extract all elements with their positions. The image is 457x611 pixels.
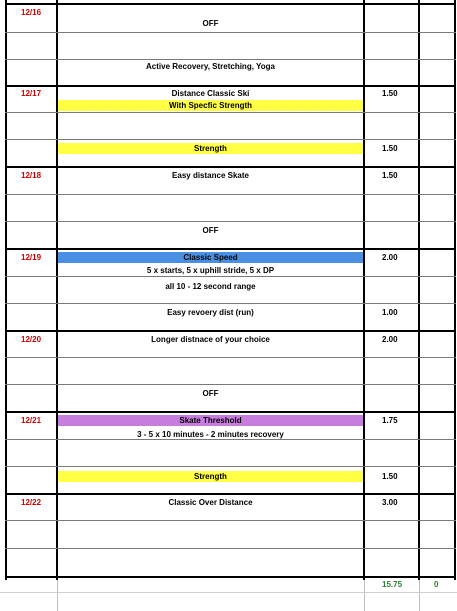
workout-cell: 3 - 5 x 10 minutes - 2 minutes recovery [137,430,284,439]
grid-hline [5,139,456,140]
workout-cell: OFF [202,19,219,28]
grid-hline [5,493,456,495]
grid-hline [5,548,456,549]
hours-cell: 1.50 [382,89,398,98]
grid-hline [5,520,456,521]
hours-cell: 1.50 [382,171,398,180]
grid-hline [5,32,456,33]
hours-total: 15.75 [382,580,403,589]
grid-vline-light [364,580,365,611]
hours-cell: 2.00 [382,335,398,344]
hours-cell: 1.50 [382,144,398,153]
date-cell: 12/17 [21,89,42,98]
workout-cell: Classic Over Distance [168,498,253,507]
workout-cell: With Specfic Strength [168,101,253,110]
date-cell: 12/22 [21,498,42,507]
workout-cell: OFF [202,226,219,235]
hours-cell: 3.00 [382,498,398,507]
grid-hline [5,576,456,578]
workout-cell: Active Recovery, Stretching, Yoga [146,62,275,71]
date-cell: 12/19 [21,253,42,262]
workout-cell: Easy revoery dist (run) [167,308,254,317]
workout-cell: Distance Classic Ski [171,89,250,98]
date-cell: 12/21 [21,416,42,425]
grid-hline-light [0,592,457,593]
hours-cell: 2.00 [382,253,398,262]
workout-cell: Classic Speed [183,253,238,262]
date-cell: 12/20 [21,335,42,344]
date-cell: 12/18 [21,171,42,180]
grid-hline [5,384,456,385]
grid-hline [5,330,456,332]
grid-hline [5,221,456,222]
extra-total: 0 [434,580,439,589]
grid-hline [5,303,456,304]
workout-cell: Strength [194,144,227,153]
grid-hline [5,411,456,413]
workout-cell: Skate Threshold [179,416,242,425]
grid-hline [5,276,456,277]
workout-cell: 5 x starts, 5 x uphill stride, 5 x DP [146,266,275,275]
workout-cell: Strength [194,472,227,481]
workout-cell: all 10 - 12 second range [165,282,256,291]
grid-vline-light [419,580,420,611]
hours-cell: 1.00 [382,308,398,317]
grid-hline [5,59,456,60]
grid-hline [5,85,456,87]
grid-hline [5,466,456,467]
workout-cell: Longer distnace of your choice [151,335,270,344]
grid-hline [5,166,456,168]
workout-cell: Easy distance Skate [172,171,249,180]
grid-vline-light [57,580,58,611]
hours-cell: 1.75 [382,416,398,425]
hours-cell: 1.50 [382,472,398,481]
grid-hline [5,112,456,113]
grid-hline [5,357,456,358]
grid-hline [5,248,456,250]
date-cell: 12/16 [21,8,42,17]
workout-cell: OFF [202,389,219,398]
grid-hline [5,194,456,195]
grid-hline [5,3,456,5]
